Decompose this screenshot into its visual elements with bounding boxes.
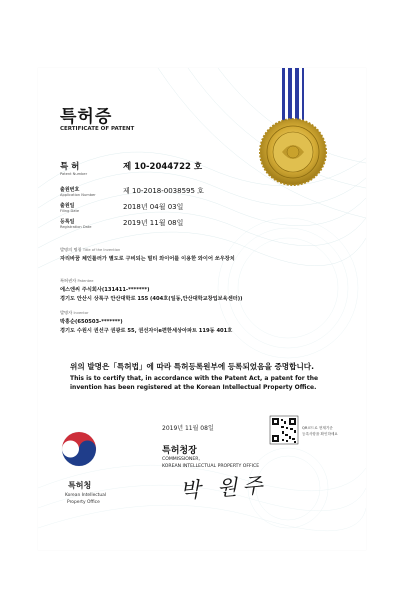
patent-number-label-en: Patent Number [60,172,88,176]
invention-label-ko: 발명의 명칭 [60,247,82,252]
kipo-logo-icon [62,432,96,466]
invention-title: 자리바꿈 체인롤러가 별도로 구비되는 멀티 와이어를 이용한 와이어 쏘우장치 [60,256,235,262]
commissioner-title: 특허청장 [162,446,197,456]
inventor-label [60,310,89,316]
kipo-logo-name-en-1: Korean Intellectual [65,493,107,498]
registration-date-label: 등록일 [60,219,75,225]
qr-note-line-2: 등록사항을 확인하세요 [302,432,338,436]
commissioner-title-en-1: COMMISSIONER, [162,457,200,462]
patentee-label [60,278,93,284]
certificate-title: 특허증 [60,107,113,127]
registration-date-value: 2019년 11월 08일 [123,219,184,227]
kipo-logo-name: 특허청 [68,481,92,490]
qr-note-line-1: QR코드로 현재기준 [302,426,333,430]
inventor-label-en: Inventor [73,311,89,315]
invention-label-en: Title of the Invention [82,248,121,252]
patentee-name: 에스엔씨 주식회사(131411-*******) [60,287,150,293]
inventor-address: 경기도 수원시 권선구 권광로 55, 권선자이e편한세상아파트 119동 401호 [60,328,233,334]
inventor-name: 박홍순(650503-*******) [60,319,123,325]
commissioner-signature: 박 원주 [179,472,269,504]
patentee-address: 경기도 안산시 상록구 안산대학로 155 (404호(일동,안산대학교창업보육센터)) [60,296,243,302]
kipo-logo-name-en-2: Property Office [67,500,100,505]
commissioner-title-en-2: KOREAN INTELLECTUAL PROPERTY OFFICE [162,464,260,469]
filing-date-value: 2018년 04월 03일 [123,203,184,211]
certificate-title-en: CERTIFICATE OF PATENT [60,126,135,132]
patent-certificate [38,68,366,550]
patent-number-value: 제 10-2044722 호 [123,162,203,172]
registration-date-label-en: Registration Date [60,225,92,229]
declaration-en: This is to certify that, in accordance with the Patent Act, a patent for the invention has been registered at the Korean Intellectual Property Office. [70,375,319,391]
patentee-label-en: Patentee [77,279,94,283]
gold-seal-icon [260,119,326,185]
patentee-label-ko: 특허권자 [60,278,77,283]
declaration-ko: 위의 발명은「특허법」에 따라 특허등록원부에 등록되었음을 증명합니다. [70,362,315,371]
application-number-label: 출원번호 [60,187,80,193]
application-number-label-en: Application Number [60,193,96,197]
qr-code-icon [270,416,298,444]
filing-date-label-en: Filing Date [60,209,80,213]
application-number-value: 제 10-2018-0038595 호 [123,187,204,195]
filing-date-label: 출원일 [60,203,75,209]
issue-date: 2019년 11월 08일 [162,425,214,432]
invention-label [60,247,120,253]
inventor-label-ko: 발명자 [60,310,73,315]
patent-number-label: 특 허 [60,162,80,172]
